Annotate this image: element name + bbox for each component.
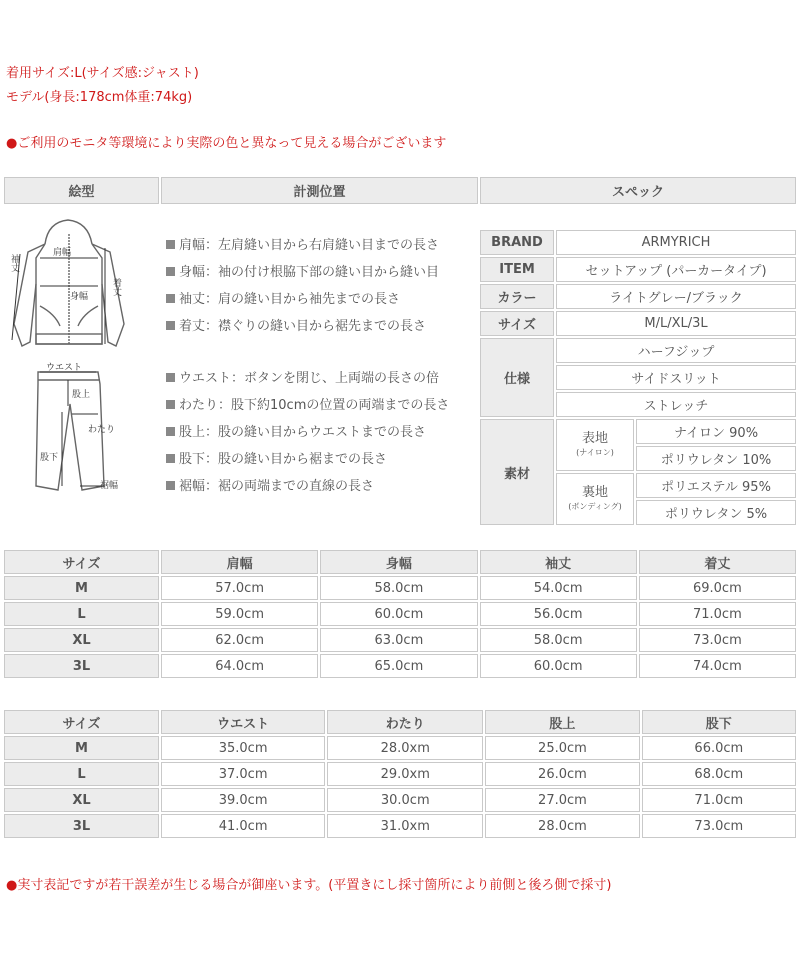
label-length: 着丈: [111, 278, 121, 296]
garment-drawing: [0, 214, 160, 504]
label-rise: 股上: [72, 390, 91, 400]
measure-point: 裾幅：裾の両端までの直線の長さ: [166, 475, 374, 494]
header-cell: 着丈: [639, 550, 796, 574]
label-thigh: わたり: [88, 425, 116, 435]
value-cell: 41.0cm: [161, 814, 325, 838]
header-cell: わたり: [327, 710, 483, 734]
header-spec: スペック: [480, 177, 796, 204]
header-cell: ウエスト: [161, 710, 325, 734]
spec-outer-material: ポリウレタン 10%: [636, 446, 796, 471]
table-row: [4, 602, 796, 626]
value-cell: 71.0cm: [639, 602, 796, 626]
header-cell: 身幅: [320, 550, 477, 574]
spec-lining-material: ポリウレタン 5%: [636, 500, 796, 525]
spec-outer-label: 表地 (ナイロン): [556, 419, 634, 471]
measure-point: 袖丈：肩の縫い目から袖先までの長さ: [166, 288, 400, 307]
table-row: [4, 576, 796, 600]
spec-size: M/L/XL/3L: [556, 311, 796, 336]
monitor-warning: ●ご利用のモニタ等環境により実際の色と異なって見える場合がございます: [6, 136, 447, 151]
measure-point: 肩幅：左肩縫い目から右肩縫い目までの長さ: [166, 234, 439, 253]
spec-feature: ストレッチ: [556, 392, 796, 417]
value-cell: 28.0cm: [485, 814, 639, 838]
section-header: [4, 177, 796, 204]
spec-brand-label: BRAND: [480, 230, 554, 255]
table-row: [4, 814, 796, 838]
spec-item: セットアップ (パーカータイプ): [556, 257, 796, 282]
value-cell: 69.0cm: [639, 576, 796, 600]
label-hem: 裾幅: [100, 481, 119, 491]
size-cell: M: [4, 736, 159, 760]
size-cell: 3L: [4, 814, 159, 838]
value-cell: 37.0cm: [161, 762, 325, 786]
spec-feature: サイドスリット: [556, 365, 796, 390]
size-cell: XL: [4, 628, 159, 652]
value-cell: 27.0cm: [485, 788, 639, 812]
value-cell: 54.0cm: [480, 576, 637, 600]
header-cell: サイズ: [4, 550, 159, 574]
spec-feature: ハーフジップ: [556, 338, 796, 363]
table-row: [4, 788, 796, 812]
value-cell: 73.0cm: [639, 628, 796, 652]
spec-outer-material: ナイロン 90%: [636, 419, 796, 444]
top-size-table: [2, 548, 798, 680]
garment-figure: [0, 214, 160, 504]
spec-material-label: 素材: [480, 419, 554, 525]
value-cell: 25.0cm: [485, 736, 639, 760]
value-cell: 59.0cm: [161, 602, 318, 626]
measure-point: 身幅：袖の付け根脇下部の縫い目から縫い目: [166, 261, 439, 280]
value-cell: 62.0cm: [161, 628, 318, 652]
value-cell: 29.0xm: [327, 762, 483, 786]
header-cell: 肩幅: [161, 550, 318, 574]
value-cell: 74.0cm: [639, 654, 796, 678]
size-cell: L: [4, 762, 159, 786]
value-cell: 64.0cm: [161, 654, 318, 678]
measure-point: 着丈：襟ぐりの縫い目から裾先までの長さ: [166, 315, 426, 334]
value-cell: 60.0cm: [480, 654, 637, 678]
value-cell: 35.0cm: [161, 736, 325, 760]
label-waist: ウエスト: [46, 363, 83, 373]
spec-features-label: 仕様: [480, 338, 554, 417]
value-cell: 28.0xm: [327, 736, 483, 760]
table-header-row: [4, 710, 796, 734]
label-body: 身幅: [70, 292, 89, 302]
size-cell: L: [4, 602, 159, 626]
measure-point: ウエスト：ボタンを閉じ、上両端の長さの倍: [166, 367, 439, 386]
header-cell: 袖丈: [480, 550, 637, 574]
value-cell: 31.0xm: [327, 814, 483, 838]
table-row: [4, 762, 796, 786]
measure-point: わたり：股下約10cmの位置の両端までの長さ: [166, 394, 449, 413]
value-cell: 71.0cm: [642, 788, 796, 812]
value-cell: 56.0cm: [480, 602, 637, 626]
spec-lining-label: 裏地 (ボンディング): [556, 473, 634, 525]
value-cell: 73.0cm: [642, 814, 796, 838]
value-cell: 66.0cm: [642, 736, 796, 760]
table-header-row: [4, 550, 796, 574]
value-cell: 58.0cm: [320, 576, 477, 600]
measure-point: 股上：股の縫い目からウエストまでの長さ: [166, 421, 426, 440]
spec-item-label: ITEM: [480, 257, 554, 282]
header-cell: サイズ: [4, 710, 159, 734]
value-cell: 30.0cm: [327, 788, 483, 812]
spec-color-label: カラー: [480, 284, 554, 309]
measure-point: 股下：股の縫い目から裾までの長さ: [166, 448, 387, 467]
spec-brand: ARMYRICH: [556, 230, 796, 255]
header-cell: 股上: [485, 710, 639, 734]
value-cell: 63.0cm: [320, 628, 477, 652]
value-cell: 65.0cm: [320, 654, 477, 678]
header-figure: 絵型: [4, 177, 159, 204]
header-cell: 股下: [642, 710, 796, 734]
value-cell: 39.0cm: [161, 788, 325, 812]
label-shoulder: 肩幅: [53, 248, 72, 258]
size-cell: XL: [4, 788, 159, 812]
value-cell: 68.0cm: [642, 762, 796, 786]
model-note: モデル(身長:178cm体重:74kg): [6, 90, 193, 105]
value-cell: 58.0cm: [480, 628, 637, 652]
header-measure: 計測位置: [161, 177, 478, 204]
wearing-size-note: 着用サイズ:L(サイズ感:ジャスト): [6, 66, 199, 81]
spec-size-label: サイズ: [480, 311, 554, 336]
value-cell: 26.0cm: [485, 762, 639, 786]
size-cell: 3L: [4, 654, 159, 678]
spec-table: [478, 228, 798, 527]
label-sleeve: 袖丈: [9, 254, 19, 272]
spec-color: ライトグレー/ブラック: [556, 284, 796, 309]
value-cell: 57.0cm: [161, 576, 318, 600]
value-cell: 60.0cm: [320, 602, 477, 626]
spec-lining-material: ポリエステル 95%: [636, 473, 796, 498]
label-inseam: 股下: [40, 453, 59, 463]
bottom-size-table: [2, 708, 798, 840]
table-row: [4, 628, 796, 652]
table-row: [4, 736, 796, 760]
table-row: [4, 654, 796, 678]
footer-warning: ●実寸表記ですが若干誤差が生じる場合が御座います。(平置きにし採寸箇所により前側と後ろ側で採寸): [6, 878, 612, 893]
size-cell: M: [4, 576, 159, 600]
